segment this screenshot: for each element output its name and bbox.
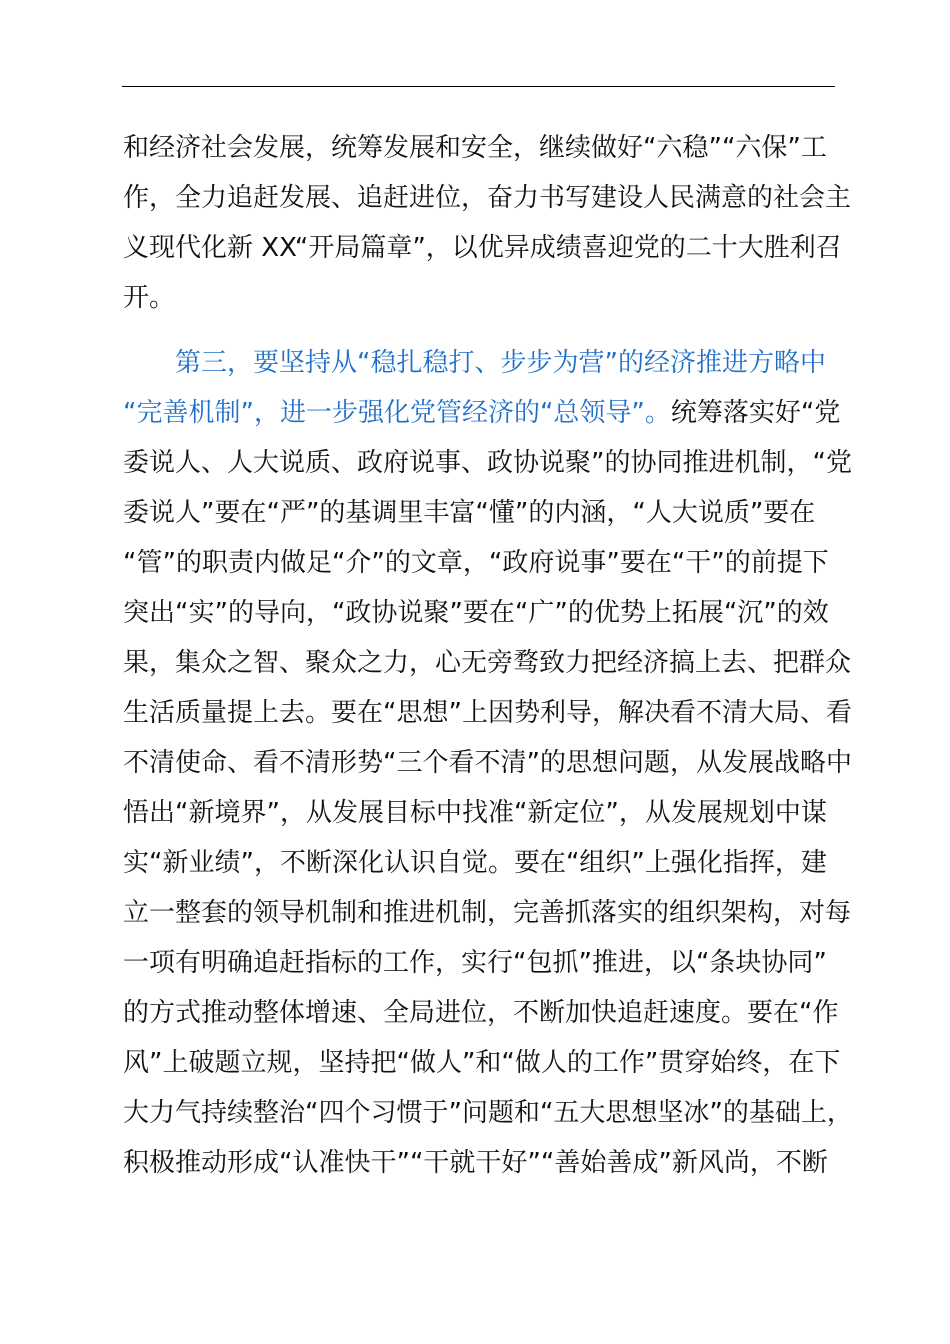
paragraph2-line: 实“新业绩”，不断深化认识自觉。要在“组织”上强化指挥，建 — [123, 848, 827, 878]
paragraph2-line: 大力气持续整治“四个习惯于”问题和“五大思想坚冰”的基础上， — [123, 1098, 853, 1128]
paragraph1-line-2: 作，全力追赶发展、追赶进位，奋力书写建设人民满意的社会主 — [123, 183, 852, 213]
paragraph2-line: 突出“实”的导向，“政协说聚”要在“广”的优势上拓展“沉”的效 — [123, 598, 829, 628]
paragraph1-line-4: 开。 — [123, 283, 176, 313]
paragraph2-line: 不清使命、看不清形势“三个看不清”的思想问题，从发展战略中 — [123, 748, 852, 778]
paragraph2-line: 一项有明确追赶指标的工作，实行“包抓”推进，以“条块协同” — [123, 948, 827, 978]
paragraph2-line: 风”上破题立规，坚持把“做人”和“做人的工作”贯穿始终，在下 — [123, 1048, 841, 1078]
paragraph2-line: 积极推动形成“认准快干”“干就干好”“善始善成”新风尚，不断 — [123, 1148, 828, 1178]
paragraph2-line: 委说人、人大说质、政府说事、政协说聚”的协同推进机制，“党 — [123, 448, 852, 478]
header-rule — [122, 86, 835, 87]
paragraph2-line-2 — [123, 397, 840, 429]
paragraph2-line: 立一整套的领导机制和推进机制，完善抓落实的组织架构，对每 — [123, 898, 852, 928]
paragraph2-line: 委说人”要在“严”的基调里丰富“懂”的内涵，“人大说质”要在 — [123, 498, 816, 528]
paragraph1-line-1: 和经济社会发展，统筹发展和安全，继续做好“六稳”“六保”工 — [123, 133, 827, 163]
paragraph2-line: 悟出“新境界”，从发展目标中找准“新定位”，从发展规划中谋 — [123, 798, 827, 828]
paragraph2-line-2-rest: 统筹落实好“党 — [670, 398, 841, 428]
paragraph2-heading-line-2: “完善机制”，进一步强化党管经济的“总领导”。 — [123, 398, 671, 428]
paragraph2-line: “管”的职责内做足“介”的文章，“政府说事”要在“干”的前提下 — [123, 548, 829, 578]
paragraph2-line: 果，集众之智、聚众之力，心无旁骛致力把经济搞上去、把群众 — [123, 648, 852, 678]
paragraph1-line-3: 义现代化新 XX“开局篇章”，以优异成绩喜迎党的二十大胜利召 — [123, 233, 842, 263]
paragraph2-heading-line-1: 第三，要坚持从“稳扎稳打、步步为营”的经济推进方略中 — [175, 348, 826, 378]
paragraph2-line: 生活质量提上去。要在“思想”上因势利导，解决看不清大局、看 — [123, 698, 852, 728]
paragraph2-line: 的方式推动整体增速、全局进位，不断加快追赶速度。要在“作 — [123, 998, 839, 1028]
